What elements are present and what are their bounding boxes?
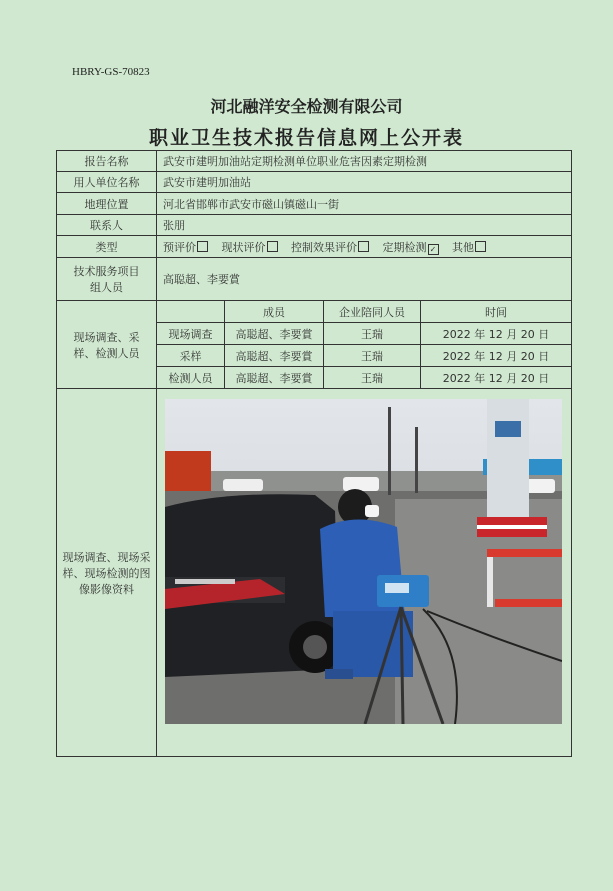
site-photo [165,399,562,724]
type-option-control-eval: 控制效果评价 [291,241,379,254]
field-header-blank [157,301,225,323]
row-team [57,258,572,301]
type-option-other: 其他 [452,241,496,254]
location-value: 河北省邯郸市武安市磁山镇磁山一街 [157,193,572,215]
type-label: 类型 [57,236,157,258]
location-label: 地理位置 [57,193,157,215]
type-option-status-eval: 现状评价 [222,241,288,254]
row-employer [57,172,572,193]
type-option-pre-eval: 预评价 [163,241,218,254]
employer-value: 武安市建明加油站 [157,172,572,193]
field-escort: 王瑞 [324,367,421,389]
field-header-date: 时间 [421,301,572,323]
row-type [57,236,572,258]
checkbox-empty-icon [475,241,486,252]
field-role: 现场调查 [157,323,225,345]
disclosure-table [56,150,572,757]
row-report-name [57,151,572,172]
field-members: 高聪超、李要賞 [225,323,324,345]
field-role: 检测人员 [157,367,225,389]
report-name-value: 武安市建明加油站定期检测单位职业危害因素定期检测 [157,151,572,172]
field-date: 2022 年 12 月 20 日 [421,345,572,367]
report-name-label: 报告名称 [57,151,157,172]
type-option-periodic: 定期检测 ✓ [383,241,449,254]
checkbox-checked-icon: ✓ [428,244,439,255]
field-escort: 王瑞 [324,345,421,367]
contact-label: 联系人 [57,215,157,236]
row-location [57,193,572,215]
field-date: 2022 年 12 月 20 日 [421,323,572,345]
field-escort: 王瑞 [324,323,421,345]
field-role: 采样 [157,345,225,367]
document-code: HBRY-GS-70823 [72,66,150,78]
row-images [57,389,572,757]
company-name: 河北融洋安全检测有限公司 [210,97,403,116]
row-contact [57,215,572,236]
team-label: 技术服务项目组人员 [57,258,157,301]
field-label: 现场调查、采样、检测人员 [57,301,157,389]
images-label: 现场调查、现场采样、现场检测的图像影像资料 [57,389,157,757]
field-header-escort: 企业陪同人员 [324,301,421,323]
page-title: 职业卫生技术报告信息网上公开表 [148,127,464,149]
checkbox-empty-icon [267,241,278,252]
field-date: 2022 年 12 月 20 日 [421,367,572,389]
employer-label: 用人单位名称 [57,172,157,193]
type-options [157,236,572,258]
checkbox-empty-icon [358,241,369,252]
photo-cell [157,389,572,757]
checkbox-empty-icon [197,241,208,252]
contact-value: 张朋 [157,215,572,236]
field-members: 高聪超、李要賞 [225,367,324,389]
field-members: 高聪超、李要賞 [225,345,324,367]
field-header-row [57,301,572,323]
field-header-members: 成员 [225,301,324,323]
team-value: 高聪超、李要賞 [157,258,572,301]
